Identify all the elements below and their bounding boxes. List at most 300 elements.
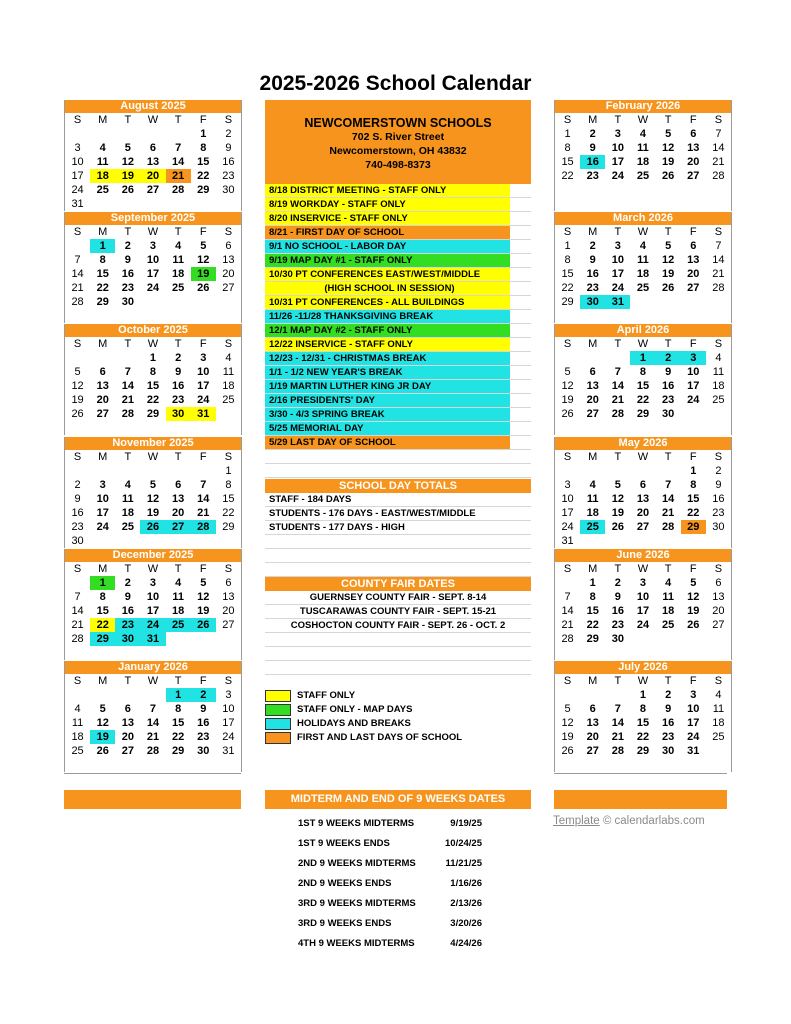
empty-cell — [90, 127, 115, 141]
county-fair-dates — [265, 577, 531, 675]
weekday-label: M — [98, 338, 108, 350]
day-cell: 31 — [561, 535, 574, 547]
day-cell: 8 — [564, 142, 571, 154]
fair-heading: COUNTY FAIR DATES — [265, 577, 531, 591]
day-cell: 2 — [589, 128, 596, 140]
day-cell: 14 — [121, 380, 134, 392]
event-text: 3/30 - 4/3 SPRING BREAK — [265, 408, 510, 421]
weekday-label: W — [147, 563, 159, 575]
day-cell: 15 — [96, 268, 109, 280]
day-cell: 17 — [611, 156, 624, 168]
empty-cell — [166, 646, 191, 660]
day-cell: 7 — [175, 142, 182, 154]
midterm-heading: MIDTERM AND END OF 9 WEEKS DATES — [265, 790, 531, 809]
day-cell: 25 — [662, 619, 675, 631]
day-cell: 12 — [687, 591, 700, 603]
day-cell: 9 — [715, 479, 722, 491]
day-cell: 26 — [611, 521, 624, 533]
weekday-label: T — [664, 451, 672, 463]
day-cell: 17 — [96, 507, 109, 519]
day-cell: 18 — [636, 268, 650, 280]
empty-cell — [580, 183, 605, 197]
day-cell: 13 — [687, 254, 700, 266]
weekday-label: S — [563, 675, 572, 687]
school-address: 702 S. River Street — [351, 131, 445, 143]
day-cell: 28 — [121, 408, 134, 420]
day-cell: 29 — [90, 632, 115, 646]
empty-cell — [555, 309, 580, 323]
day-cell: 24 — [687, 731, 700, 743]
day-cell: 3 — [99, 479, 106, 491]
day-cell: 17 — [146, 268, 160, 280]
weekday-label: S — [73, 563, 82, 575]
legend-item — [265, 717, 531, 731]
day-cell: 24 — [636, 619, 650, 631]
event-text: 12/23 - 12/31 - CHRISTMAS BREAK — [265, 352, 510, 365]
day-cell: 31 — [687, 745, 700, 757]
weekday-label: W — [637, 563, 649, 575]
empty-cell — [605, 688, 630, 702]
empty-cell — [706, 407, 731, 421]
empty-cell — [115, 688, 140, 702]
empty-cell — [140, 127, 165, 141]
template-link[interactable]: Template — [553, 815, 600, 827]
totals-row: STUDENTS - 177 DAYS - HIGH — [265, 521, 531, 535]
day-cell: 15 — [636, 717, 650, 729]
weekday-label: S — [714, 226, 723, 238]
day-cell: 11 — [586, 493, 599, 505]
empty-cell — [90, 534, 115, 548]
day-cell: 28 — [662, 521, 675, 533]
day-cell: 2 — [656, 351, 681, 365]
event-row — [265, 296, 531, 310]
event-list — [265, 184, 531, 478]
day-cell: 20 — [712, 605, 725, 617]
weekday-label: T — [664, 114, 672, 126]
empty-cell — [65, 309, 90, 323]
empty-cell — [580, 646, 605, 660]
day-cell: 25 — [580, 520, 605, 534]
legend-label: FIRST AND LAST DAYS OF SCHOOL — [297, 732, 463, 743]
day-cell: 19 — [662, 156, 675, 168]
empty-cell — [580, 758, 605, 772]
month-calendar — [64, 212, 242, 323]
event-text: 8/19 WORKDAY - STAFF ONLY — [265, 198, 510, 211]
day-cell: 31 — [222, 745, 235, 757]
empty-cell — [166, 127, 191, 141]
weekday-label: F — [199, 226, 207, 238]
day-cell: 16 — [586, 268, 599, 280]
weekday-label: M — [588, 563, 598, 575]
day-cell: 18 — [172, 605, 185, 617]
month-name: February 2026 — [555, 100, 731, 113]
empty-cell — [630, 197, 655, 211]
day-cell: 23 — [222, 170, 235, 182]
day-cell: 4 — [639, 240, 647, 252]
day-cell: 7 — [74, 591, 81, 603]
day-cell: 30 — [121, 296, 134, 308]
day-cell: 3 — [74, 142, 81, 154]
day-cell: 11 — [71, 717, 84, 729]
midterm-label: 3RD 9 WEEKS MIDTERMS — [298, 898, 416, 909]
legend-label: STAFF ONLY - MAP DAYS — [297, 704, 413, 715]
day-cell: 5 — [200, 577, 207, 589]
day-cell: 29 — [146, 408, 160, 420]
month-grid — [65, 337, 241, 435]
day-cell: 15 — [146, 380, 160, 392]
midterm-date: 3/20/26 — [450, 918, 482, 929]
day-cell: 2 — [74, 479, 81, 491]
empty-cell — [656, 309, 681, 323]
day-cell: 14 — [71, 605, 84, 617]
day-cell: 10 — [636, 591, 650, 603]
event-text: 5/25 MEMORIAL DAY — [265, 422, 510, 435]
weekday-label: S — [224, 563, 233, 575]
empty-cell — [656, 421, 681, 435]
empty-cell — [90, 688, 115, 702]
empty-cell — [580, 421, 605, 435]
day-cell: 21 — [197, 507, 210, 519]
day-cell: 30 — [222, 184, 235, 196]
day-cell: 9 — [124, 591, 131, 603]
day-cell: 17 — [561, 507, 574, 519]
day-cell: 1 — [564, 128, 571, 140]
blank-row — [265, 535, 531, 549]
day-cell: 10 — [611, 142, 624, 154]
weekday-label: F — [689, 114, 697, 126]
event-row — [265, 212, 531, 226]
event-row — [265, 198, 531, 212]
weekday-label: S — [224, 451, 233, 463]
weekday-label: S — [563, 563, 572, 575]
fair-row: COSHOCTON COUNTY FAIR - SEPT. 26 - OCT. 2 — [265, 619, 531, 633]
day-cell: 27 — [222, 619, 235, 631]
day-cell: 13 — [172, 493, 185, 505]
day-cell: 12 — [611, 493, 624, 505]
empty-cell — [90, 758, 115, 772]
empty-cell — [140, 688, 165, 702]
empty-cell — [681, 758, 706, 772]
weekday-label: M — [98, 451, 108, 463]
day-cell: 3 — [614, 240, 621, 252]
empty-cell — [681, 183, 706, 197]
school-day-totals — [265, 479, 531, 577]
empty-cell — [140, 534, 165, 548]
midterm-date: 9/19/25 — [450, 818, 482, 829]
blank-row — [265, 549, 531, 563]
day-cell: 26 — [662, 282, 675, 294]
day-cell: 4 — [715, 352, 722, 364]
day-cell: 21 — [561, 619, 574, 631]
midterm-label: 2ND 9 WEEKS ENDS — [298, 878, 392, 889]
empty-cell — [580, 197, 605, 211]
weekday-label: S — [714, 563, 723, 575]
empty-cell — [706, 421, 731, 435]
legend-item — [265, 689, 531, 703]
day-cell: 4 — [175, 240, 182, 252]
weekday-label: M — [98, 226, 108, 238]
day-cell: 30 — [71, 535, 84, 547]
event-text: 5/29 LAST DAY OF SCHOOL — [265, 436, 510, 449]
day-cell: 1 — [225, 465, 232, 477]
month-calendar — [64, 324, 242, 435]
empty-cell — [580, 351, 605, 365]
empty-cell — [630, 646, 655, 660]
empty-cell — [605, 646, 630, 660]
day-cell: 27 — [687, 282, 700, 294]
day-cell: 6 — [690, 240, 697, 252]
empty-cell — [166, 309, 191, 323]
day-cell: 15 — [636, 380, 650, 392]
day-cell: 16 — [580, 155, 605, 169]
empty-cell — [115, 758, 140, 772]
event-row — [265, 422, 531, 436]
day-cell: 30 — [115, 632, 140, 646]
day-cell: 29 — [222, 521, 235, 533]
weekday-label: S — [73, 675, 82, 687]
day-cell: 12 — [146, 493, 160, 505]
day-cell: 21 — [712, 268, 725, 280]
empty-cell — [166, 464, 191, 478]
empty-cell — [630, 183, 655, 197]
midterm-date: 1/16/26 — [450, 878, 482, 889]
empty-cell — [140, 197, 165, 211]
day-cell: 12 — [121, 156, 134, 168]
day-cell: 22 — [561, 282, 574, 294]
day-cell: 16 — [197, 717, 210, 729]
event-row — [265, 184, 531, 198]
month-name: September 2025 — [65, 212, 241, 225]
month-calendar — [554, 661, 732, 772]
day-cell: 9 — [665, 366, 672, 378]
day-cell: 11 — [222, 366, 235, 378]
totals-heading: SCHOOL DAY TOTALS — [265, 479, 531, 493]
day-cell: 8 — [589, 591, 596, 603]
school-city: Newcomerstown, OH 43832 — [329, 145, 467, 157]
empty-cell — [681, 309, 706, 323]
day-cell: 30 — [166, 407, 191, 421]
midterm-row — [298, 838, 498, 852]
empty-cell — [216, 309, 241, 323]
weekday-label: M — [588, 338, 598, 350]
day-cell: 25 — [636, 170, 650, 182]
day-cell: 21 — [146, 731, 160, 743]
day-cell: 15 — [197, 156, 210, 168]
day-cell: 28 — [712, 170, 725, 182]
day-cell: 30 — [712, 521, 725, 533]
month-grid — [555, 450, 731, 548]
day-cell: 5 — [99, 703, 106, 715]
day-cell: 22 — [197, 170, 210, 182]
day-cell: 23 — [172, 394, 185, 406]
day-cell: 14 — [146, 717, 160, 729]
day-cell: 18 — [586, 507, 599, 519]
day-cell: 12 — [71, 380, 84, 392]
empty-cell — [656, 646, 681, 660]
day-cell: 22 — [561, 170, 574, 182]
day-cell: 25 — [96, 184, 109, 196]
footer-credit — [553, 815, 705, 827]
day-cell: 7 — [124, 366, 131, 378]
weekday-label: T — [174, 338, 182, 350]
midterm-row — [298, 938, 498, 952]
empty-cell — [65, 646, 90, 660]
day-cell: 9 — [589, 142, 596, 154]
day-cell: 24 — [197, 394, 210, 406]
day-cell: 21 — [611, 394, 624, 406]
day-cell: 6 — [175, 479, 182, 491]
empty-cell — [65, 351, 90, 365]
day-cell: 8 — [639, 703, 647, 715]
day-cell: 16 — [121, 605, 134, 617]
day-cell: 3 — [225, 689, 232, 701]
day-cell: 22 — [687, 507, 700, 519]
day-cell: 25 — [166, 618, 191, 632]
weekday-label: T — [664, 338, 672, 350]
day-cell: 20 — [636, 507, 650, 519]
day-cell: 10 — [687, 703, 700, 715]
empty-cell — [216, 646, 241, 660]
empty-cell — [191, 464, 216, 478]
day-cell: 4 — [175, 577, 182, 589]
weekday-label: W — [147, 451, 159, 463]
day-cell: 23 — [712, 507, 725, 519]
event-row — [265, 338, 531, 352]
event-text: (HIGH SCHOOL IN SESSION) — [265, 282, 510, 295]
day-cell: 26 — [561, 745, 574, 757]
day-cell: 1 — [690, 465, 697, 477]
weekday-label: F — [689, 563, 697, 575]
empty-cell — [115, 421, 140, 435]
month-calendar — [554, 324, 732, 435]
weekday-label: M — [98, 563, 108, 575]
empty-cell — [166, 421, 191, 435]
month-grid — [65, 113, 241, 211]
day-cell: 6 — [225, 240, 232, 252]
day-cell: 12 — [197, 254, 210, 266]
empty-cell — [191, 646, 216, 660]
empty-cell — [115, 309, 140, 323]
empty-cell — [65, 576, 90, 590]
day-cell: 17 — [636, 605, 650, 617]
day-cell: 19 — [146, 507, 160, 519]
day-cell: 5 — [124, 142, 131, 154]
day-cell: 26 — [71, 408, 84, 420]
empty-cell — [115, 127, 140, 141]
day-cell: 19 — [687, 605, 700, 617]
day-cell: 13 — [636, 493, 650, 505]
weekday-label: S — [224, 675, 233, 687]
day-cell: 4 — [74, 703, 81, 715]
day-cell: 3 — [614, 128, 621, 140]
day-cell: 10 — [687, 366, 700, 378]
empty-cell — [681, 295, 706, 309]
day-cell: 3 — [200, 352, 207, 364]
day-cell: 9 — [175, 366, 182, 378]
day-cell: 26 — [662, 170, 675, 182]
day-cell: 11 — [712, 366, 725, 378]
empty-cell — [630, 534, 655, 548]
empty-cell — [191, 534, 216, 548]
midterm-label: 3RD 9 WEEKS ENDS — [298, 918, 392, 929]
month-calendar — [554, 212, 732, 323]
legend-item — [265, 703, 531, 717]
day-cell: 8 — [200, 142, 207, 154]
empty-cell — [656, 183, 681, 197]
day-cell: 28 — [71, 296, 84, 308]
empty-cell — [555, 197, 580, 211]
day-cell: 12 — [561, 380, 574, 392]
day-cell: 24 — [222, 731, 235, 743]
event-text: 10/30 PT CONFERENCES EAST/WEST/MIDDLE — [265, 268, 510, 281]
day-cell: 25 — [712, 394, 725, 406]
empty-cell — [140, 464, 165, 478]
empty-cell — [140, 421, 165, 435]
day-cell: 9 — [124, 254, 131, 266]
month-name: December 2025 — [65, 549, 241, 562]
weekday-label: S — [714, 114, 723, 126]
midterm-label: 1ST 9 WEEKS MIDTERMS — [298, 818, 415, 829]
empty-cell — [555, 351, 580, 365]
day-cell: 17 — [146, 605, 160, 617]
month-name: August 2025 — [65, 100, 241, 113]
day-cell: 13 — [222, 254, 235, 266]
event-row — [265, 352, 531, 366]
day-cell: 14 — [712, 142, 725, 154]
day-cell: 14 — [197, 493, 210, 505]
empty-cell — [115, 197, 140, 211]
day-cell: 27 — [222, 282, 235, 294]
day-cell: 10 — [197, 366, 210, 378]
day-cell: 6 — [589, 366, 596, 378]
day-cell: 29 — [586, 633, 599, 645]
weekday-label: T — [614, 675, 622, 687]
day-cell: 10 — [611, 254, 624, 266]
day-cell: 6 — [124, 703, 131, 715]
weekday-label: F — [689, 226, 697, 238]
empty-cell — [65, 758, 90, 772]
day-cell: 12 — [662, 254, 675, 266]
empty-cell — [555, 183, 580, 197]
day-cell: 26 — [121, 184, 134, 196]
month-grid — [555, 337, 731, 435]
day-cell: 13 — [222, 591, 235, 603]
empty-cell — [65, 239, 90, 253]
weekday-label: S — [714, 338, 723, 350]
weekday-label: S — [563, 451, 572, 463]
day-cell: 25 — [712, 731, 725, 743]
day-cell: 31 — [605, 295, 630, 309]
day-cell: 31 — [140, 632, 165, 646]
legend-item — [265, 731, 531, 745]
month-grid — [65, 225, 241, 323]
day-cell: 12 — [561, 717, 574, 729]
day-cell: 16 — [712, 493, 725, 505]
day-cell: 13 — [96, 380, 109, 392]
day-cell: 4 — [124, 479, 131, 491]
empty-cell — [656, 632, 681, 646]
midterm-label: 2ND 9 WEEKS MIDTERMS — [298, 858, 416, 869]
day-cell: 12 — [662, 142, 675, 154]
day-cell: 2 — [191, 688, 216, 702]
month-grid — [555, 225, 731, 323]
day-cell: 3 — [149, 240, 157, 252]
day-cell: 27 — [166, 520, 191, 534]
day-cell: 9 — [665, 703, 672, 715]
day-cell: 2 — [175, 352, 182, 364]
empty-cell — [605, 534, 630, 548]
empty-cell — [706, 632, 731, 646]
